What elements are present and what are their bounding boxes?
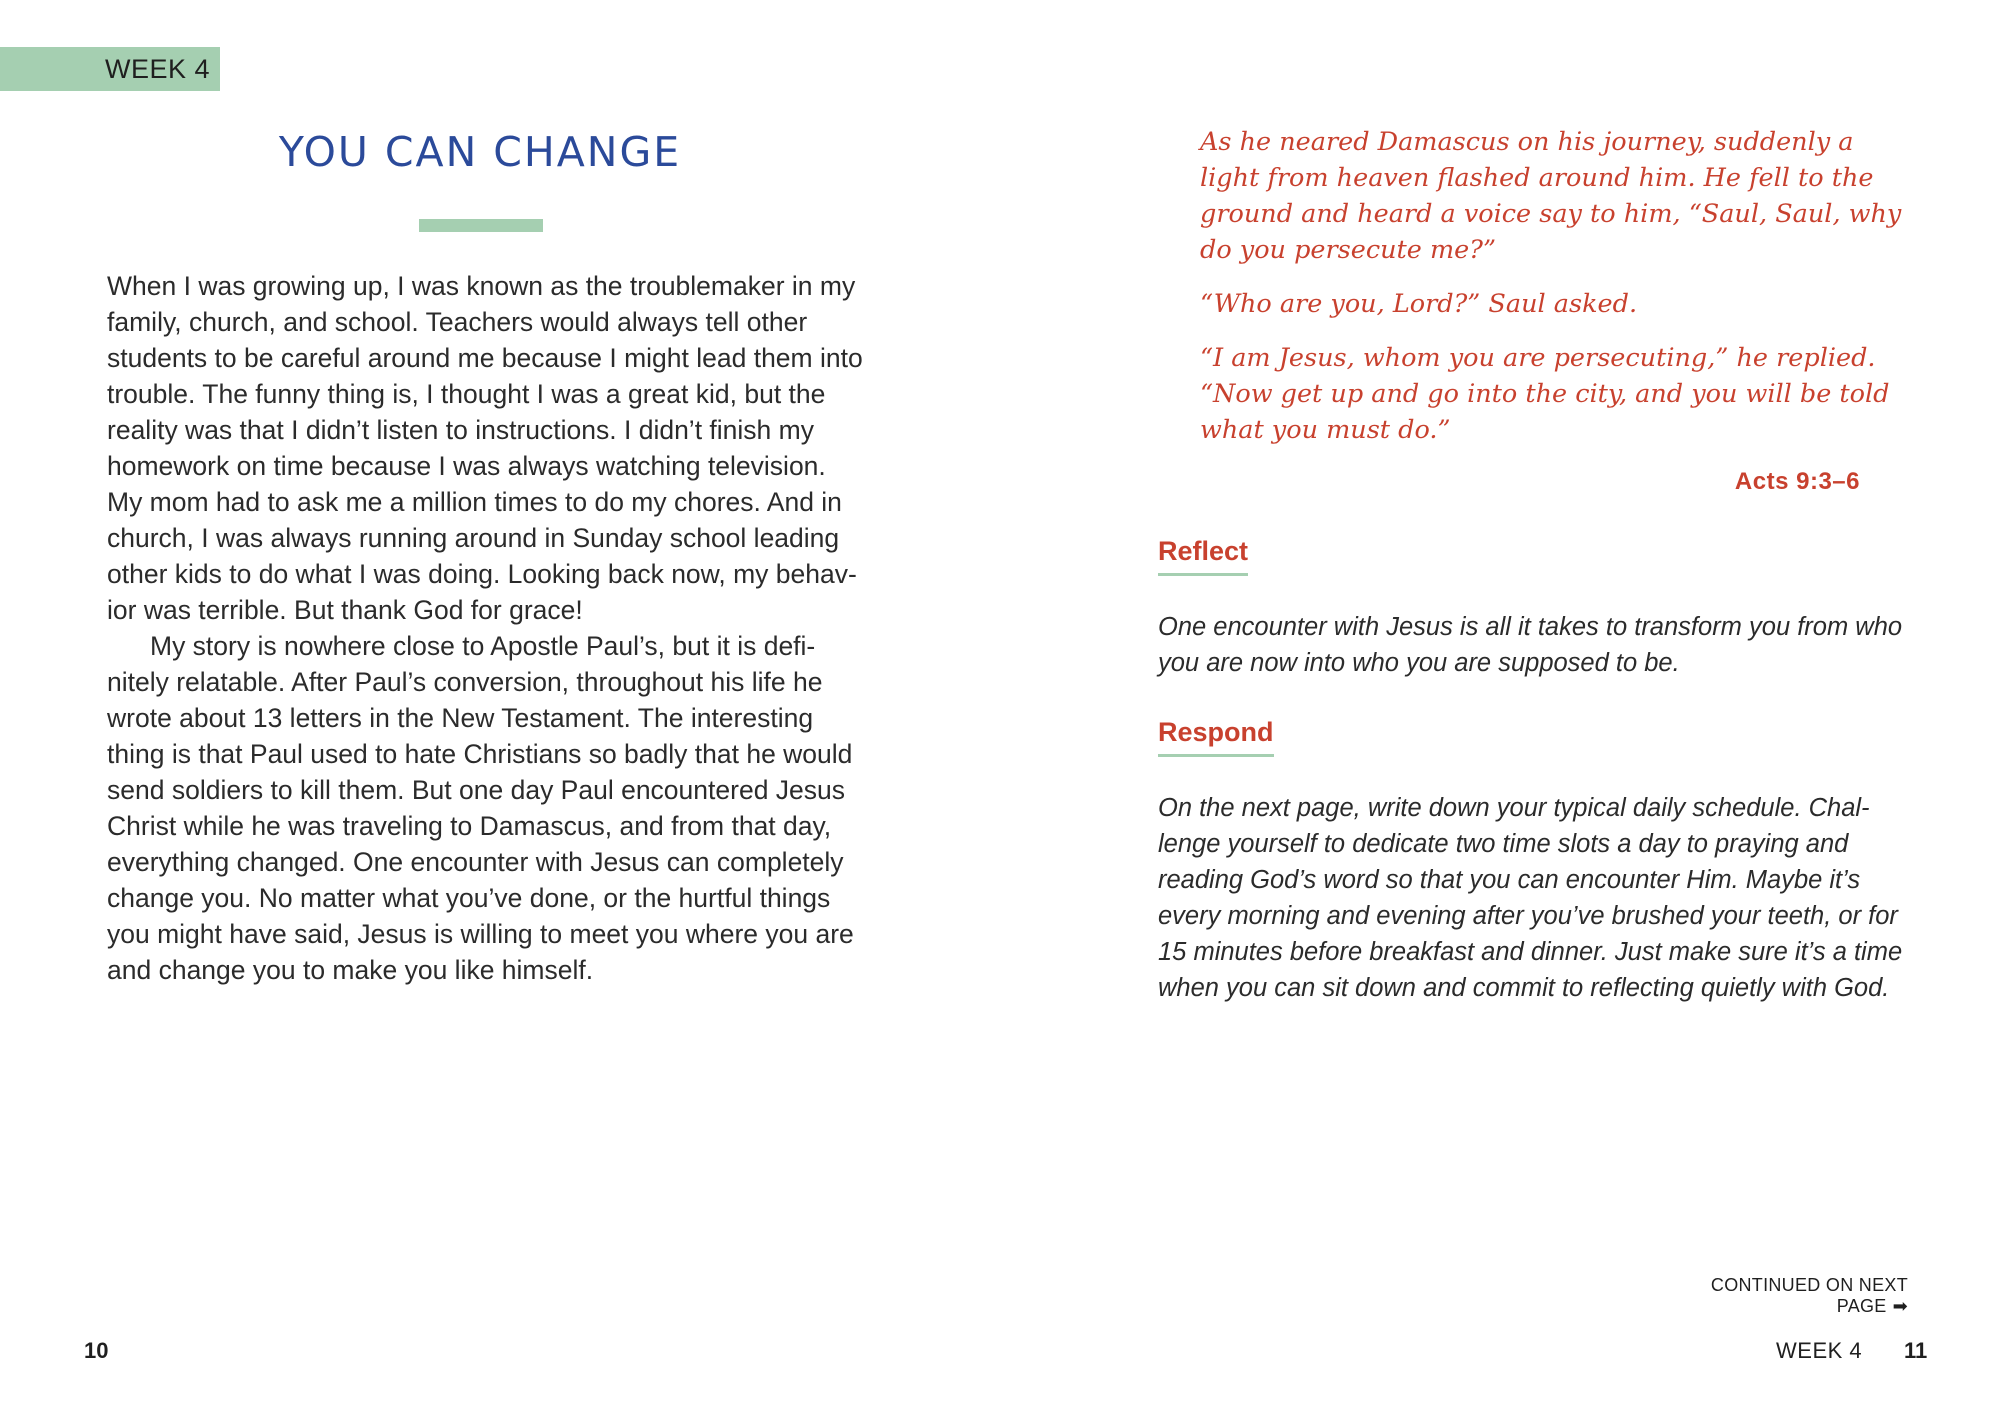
title-divider — [419, 219, 543, 232]
body-paragraph: My story is nowhere close to Apostle Paul’s, but it is defi-nitely relatable. After Paul’s conversion, throughout his life he wrote about 13 letters in the New Testament. The interesting thing is that Paul used to hate Christians so badly that he would send soldiers to kill them. But one day Paul encountered Jesus Christ while he was traveling to Damascus, and from that day, everything changed. One encounter with Jesus can completely change you. No matter what you’ve done, or the hurtful things you might have said, Jesus is willing to meet you where you are and change you to make you like himself. — [107, 631, 854, 985]
scripture-quote — [1200, 124, 1920, 466]
scripture-paragraph: “Who are you, Lord?” Saul asked. — [1200, 289, 1638, 319]
arrow-right-icon: ➡ — [1892, 1296, 1908, 1316]
devotional-body — [107, 268, 867, 988]
page-number: 10 — [84, 1338, 109, 1363]
scripture-paragraph: As he neared Damascus on his journey, suddenly a light from heaven flashed around him. He fell to the ground and heard a voice say to him, “Saul, Saul, why do you persecute me?” — [1200, 127, 1902, 265]
continued-on-next-page — [1640, 1275, 1908, 1317]
reflect-heading: Reflect — [1158, 536, 1248, 576]
continued-label: CONTINUED ON NEXT PAGE — [1710, 1275, 1908, 1316]
scripture-reference: Acts 9:3–6 — [1734, 468, 1860, 495]
page-title: YOU CAN CHANGE — [278, 128, 682, 176]
respond-heading: Respond — [1158, 717, 1274, 757]
page-number: 11 — [1904, 1338, 1928, 1363]
week-tab: WEEK 4 — [0, 47, 220, 91]
reflect-text: One encounter with Jesus is all it takes to transform you from who you are now into who you are supposed to be. — [1158, 613, 1903, 677]
right-page — [1000, 0, 2000, 1418]
scripture-paragraph: “I am Jesus, whom you are persecuting,” he replied. “Now get up and go into the city, and you will be told what you must do.” — [1200, 343, 1890, 445]
footer-week-label: WEEK 4 — [1776, 1338, 1863, 1363]
respond-text: On the next page, write down your typical daily schedule. Chal-lenge yourself to dedicate two time slots a day to praying and reading God’s word so that you can encounter Him. Maybe it’s every morning and evening after you’ve brushed your teeth, or for 15 minutes before breakfast and dinner. Just make sure it’s a time when you can sit down and commit to reflecting quietly with God. — [1158, 794, 1903, 1002]
body-paragraph: When I was growing up, I was known as the troublemaker in my family, church, and school. Teachers would always tell other students to be careful around me because I might lead them into trouble. The funny thing is, I thought I was a great kid, but the reality was that I didn’t listen to instructions. I didn’t finish my homework on time because I was always watching television. My mom had to ask me a million times to do my chores. And in church, I was always running around in Sunday school leading other kids to do what I was doing. Looking back now, my behav-ior was terrible. But thank God for grace! — [107, 271, 863, 625]
